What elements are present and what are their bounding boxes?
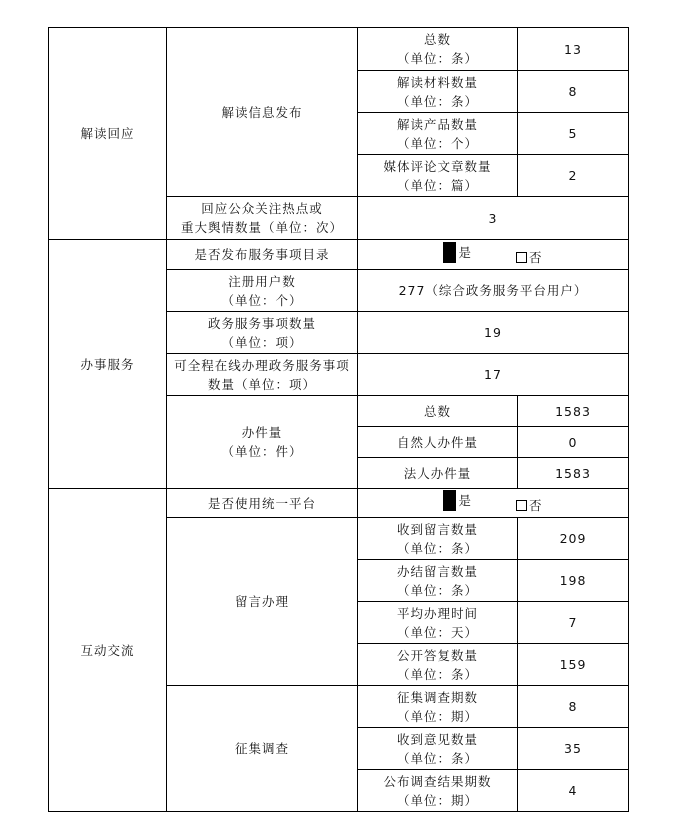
metric-label: 公开答复数量 （单位：条） (358, 644, 518, 686)
metric-label: 政务服务事项数量 （单位：项） (167, 312, 358, 354)
yes-no-choice (358, 489, 629, 518)
metric-label: 办件量 （单位：件） (167, 396, 358, 489)
metric-value: 277（综合政务服务平台用户） (358, 270, 629, 312)
metric-value: 5 (518, 113, 629, 155)
metric-label: 是否发布服务事项目录 (167, 240, 358, 270)
metric-label: 公布调查结果期数 （单位：期） (358, 770, 518, 812)
metric-value: 2 (518, 155, 629, 197)
metric-label: 办结留言数量 （单位：条） (358, 560, 518, 602)
hudong-liuyan-label: 留言办理 (167, 518, 358, 686)
checkbox-no: 否 (516, 496, 543, 515)
metric-value: 159 (518, 644, 629, 686)
metric-value: 0 (518, 427, 629, 458)
metric-label: 征集调查期数 （单位：期） (358, 686, 518, 728)
table-row (49, 489, 629, 518)
metric-value: 3 (358, 197, 629, 240)
metric-value: 13 (518, 28, 629, 71)
section-label-banshi: 办事服务 (49, 240, 167, 489)
table-row (49, 28, 629, 71)
checked-box-icon (443, 490, 456, 511)
checkbox-no: 否 (516, 248, 543, 267)
metric-sublabel: 自然人办件量 (358, 427, 518, 458)
hudong-zhengji-label: 征集调查 (167, 686, 358, 812)
metric-label: 回应公众关注热点或 重大舆情数量（单位：次） (167, 197, 358, 240)
metric-sublabel: 法人办件量 (358, 458, 518, 489)
empty-box-icon (516, 500, 527, 511)
metric-label: 收到留言数量 （单位：条） (358, 518, 518, 560)
metric-label: 总数 （单位：条） (358, 28, 518, 71)
jiedu-fabu-label: 解读信息发布 (167, 28, 358, 197)
metric-value: 19 (358, 312, 629, 354)
empty-box-icon (516, 252, 527, 263)
metric-value: 1583 (518, 458, 629, 489)
metric-label: 平均办理时间 （单位：天） (358, 602, 518, 644)
yes-no-choice (358, 240, 629, 270)
checked-box-icon (443, 242, 456, 263)
metric-label: 解读产品数量 （单位：个） (358, 113, 518, 155)
metric-label: 收到意见数量 （单位：条） (358, 728, 518, 770)
metric-label: 是否使用统一平台 (167, 489, 358, 518)
report-table (48, 27, 629, 812)
metric-label: 可全程在线办理政务服务事项 数量（单位：项） (167, 354, 358, 396)
section-label-hudong: 互动交流 (49, 489, 167, 812)
metric-value: 8 (518, 686, 629, 728)
metric-sublabel: 总数 (358, 396, 518, 427)
metric-value: 4 (518, 770, 629, 812)
metric-label: 解读材料数量 （单位：条） (358, 71, 518, 113)
checkbox-yes: 是 (443, 242, 472, 263)
metric-value: 1583 (518, 396, 629, 427)
metric-value: 198 (518, 560, 629, 602)
metric-value: 35 (518, 728, 629, 770)
section-label-jiedu: 解读回应 (49, 28, 167, 240)
metric-value: 209 (518, 518, 629, 560)
metric-label: 媒体评论文章数量 （单位：篇） (358, 155, 518, 197)
checkbox-yes: 是 (443, 490, 472, 511)
table-row (49, 240, 629, 270)
metric-value: 7 (518, 602, 629, 644)
metric-value: 8 (518, 71, 629, 113)
metric-value: 17 (358, 354, 629, 396)
metric-label: 注册用户数 （单位：个） (167, 270, 358, 312)
